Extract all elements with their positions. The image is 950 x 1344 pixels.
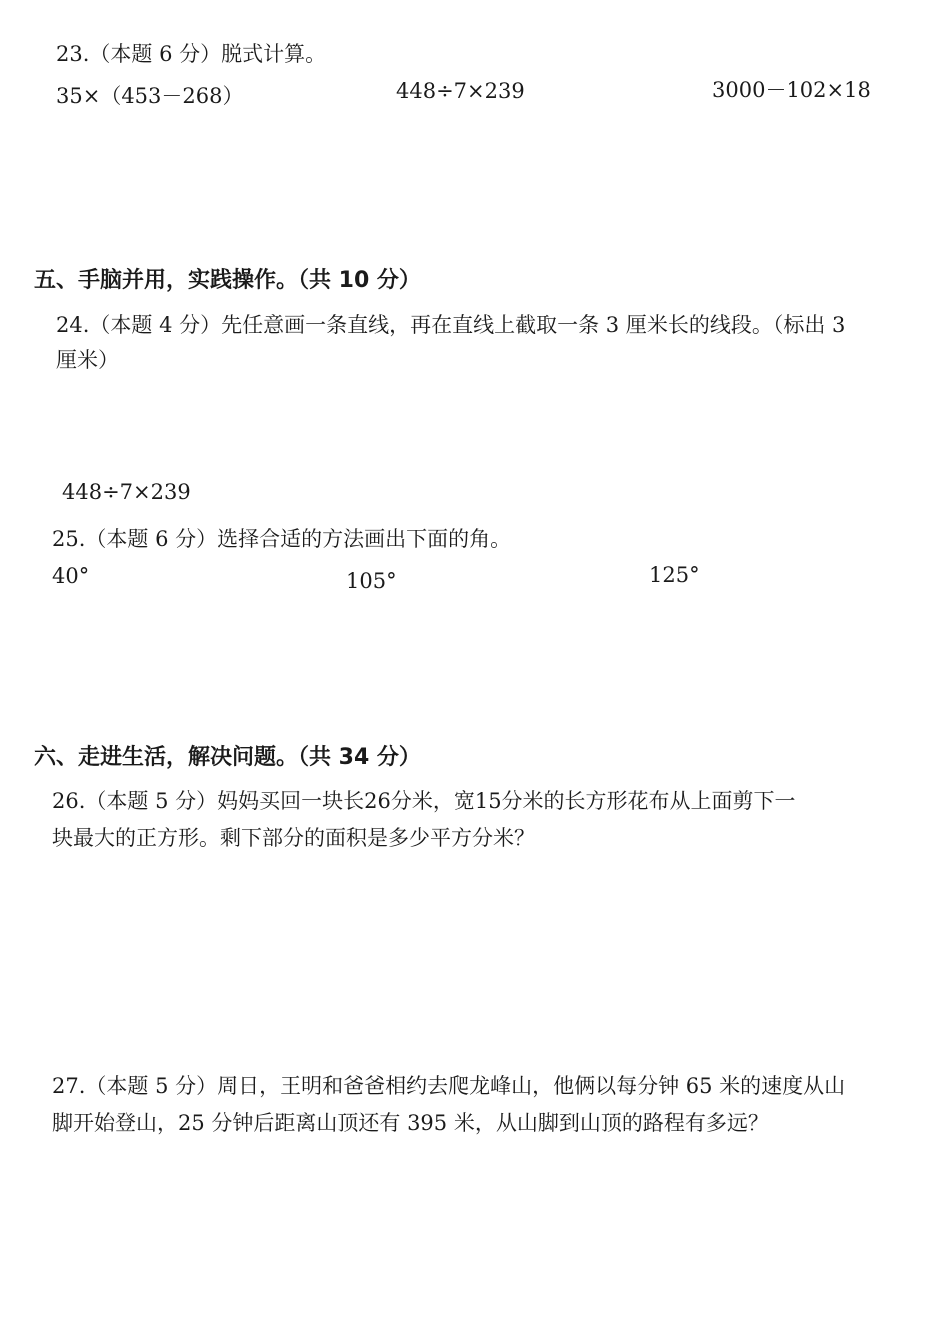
q26-line-1: 26.（本题 5 分）妈妈买回一块长26分米，宽15分米的长方形花布从上面剪下一 <box>52 789 796 813</box>
q24-line-2: 厘米） <box>56 348 119 372</box>
q27-line-1: 27.（本题 5 分）周日，王明和爸爸相约去爬龙峰山，他俩以每分钟 65 米的速度从山 <box>52 1074 846 1098</box>
q23-expression-1: 35×（453－268） <box>56 84 244 108</box>
q25-angle-2: 105° <box>346 569 397 593</box>
q23-expression-2: 448÷7×239 <box>396 79 525 103</box>
q25-title: 25.（本题 6 分）选择合适的方法画出下面的角。 <box>52 527 512 551</box>
q24-line-1: 24.（本题 4 分）先任意画一条直线，再在直线上截取一条 3 厘米长的线段。（标出 3 <box>56 313 846 337</box>
q23-expression-3: 3000－102×18 <box>712 78 871 102</box>
q25-angle-1: 40° <box>52 564 90 588</box>
section-6-heading: 六、走进生活，解决问题。（共 34 分） <box>34 745 421 770</box>
q25-angle-3: 125° <box>649 563 700 587</box>
q24-stray-expression: 448÷7×239 <box>62 480 191 504</box>
q27-line-2: 脚开始登山，25 分钟后距离山顶还有 395 米，从山脚到山顶的路程有多远？ <box>52 1111 769 1135</box>
section-5-heading: 五、手脑并用，实践操作。（共 10 分） <box>34 268 421 293</box>
q26-line-2: 块最大的正方形。剩下部分的面积是多少平方分米？ <box>52 826 535 850</box>
q23-title: 23.（本题 6 分）脱式计算。 <box>56 42 327 66</box>
